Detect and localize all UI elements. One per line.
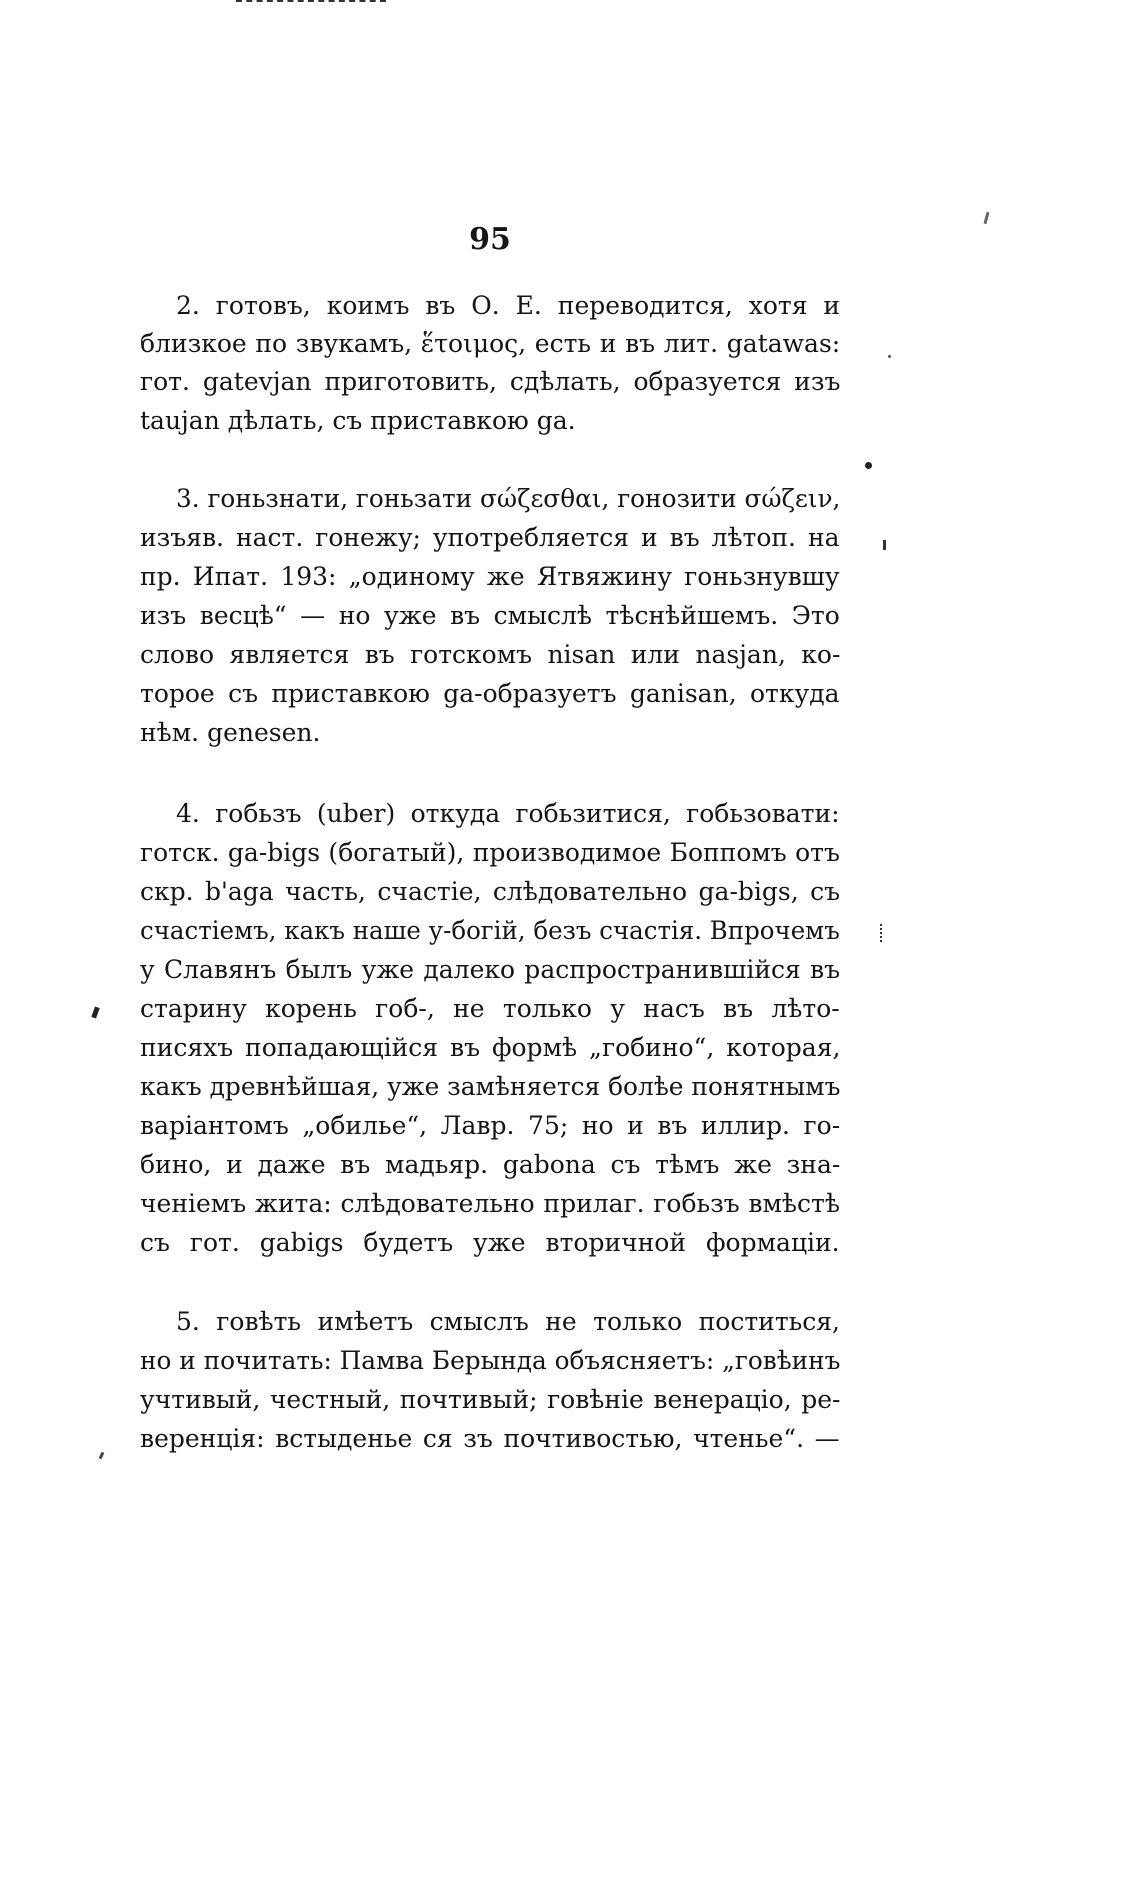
paragraph-line: но и почитать: Памва Берында объясняетъ: „говѣинъ [140,1346,841,1375]
paragraph-line: торое съ приставкою ga-образуетъ ganisan, откуда [140,679,840,708]
paragraph-line: скр. b'aga часть, счастіе, слѣдовательно ga-bigs, съ [140,877,841,906]
paragraph-line: какъ древнѣйшая, уже замѣняется болѣе понятнымъ [140,1072,841,1101]
paragraph-line: taujan дѣлать, съ приставкою ga. [140,406,576,435]
paragraph-line: близкое по звукамъ, ἕτοιμος, есть и въ лит. gatawas: [140,329,841,358]
paragraph-line: 4. гобьзъ (uber) откуда гобьзитися, гобьзовати: [176,799,840,828]
paragraph-line: съ гот. gabigs будетъ уже вторичной формаціи. [140,1228,840,1257]
scan-speck [91,1006,99,1018]
scan-speck [880,924,884,942]
scan-speck [865,462,872,469]
paragraph-line: писяхъ попадающійся въ формѣ „гобино“, которая, [140,1033,841,1062]
paragraph-line: изъяв. наст. гонежу; употребляется и въ лѣтоп. на [140,523,840,552]
paragraph-line: 2. готовъ, коимъ въ О. Е. переводится, хотя и [176,291,841,320]
paragraph-line: пр. Ипат. 193: „одиному же Ятвяжину гоньзнувшу [140,562,840,591]
paragraph-line: счастіемъ, какъ наше у-богій, безъ счастія. Впрочемъ [140,916,840,945]
paragraph-line: 5. говѣть имѣетъ смыслъ не только поститься, [176,1307,841,1336]
paragraph-line: веренція: встыденье ся зъ почтивостью, чтенье“. — [140,1424,840,1453]
paragraph-line: готск. ga-bigs (богатый), производимое Боппомъ отъ [140,838,840,867]
paragraph-line: 3. гоньзнати, гоньзати σώζεσθαι, гонозити σώζειν, [176,484,841,513]
paragraph-line: бино, и даже въ мадьяр. gabona съ тѣмъ же зна- [140,1150,841,1179]
scan-speck [99,1452,105,1460]
scan-speck [883,540,886,550]
paragraph-line: изъ весцѣ“ — но уже въ смыслѣ тѣснѣйшемъ. Это [140,601,840,630]
scan-edge-mark [236,0,386,7]
scan-speck [983,212,989,224]
paragraph-line: нѣм. genesen. [140,718,321,747]
paragraph-line: старину корень гоб-, не только у насъ въ лѣто- [140,994,840,1023]
scan-speck [888,355,891,358]
paragraph-line: у Славянъ былъ уже далеко распространившійся въ [140,955,841,984]
paragraph-line: гот. gatevjan приготовить, сдѣлать, образуется изъ [140,367,841,396]
paragraph-line: ченіемъ жита: слѣдовательно прилаг. гобьзъ вмѣстѣ [140,1189,840,1218]
paragraph-line: учтивый, честный, почтивый; говѣніе венерацiо, ре- [140,1385,841,1414]
paragraph-line: варіантомъ „обилье“, Лавр. 75; но и въ иллир. го- [140,1111,841,1140]
paragraph-line: слово является въ готскомъ nisan или nasjan, ко- [140,640,841,669]
page-number: 95 [469,222,511,257]
